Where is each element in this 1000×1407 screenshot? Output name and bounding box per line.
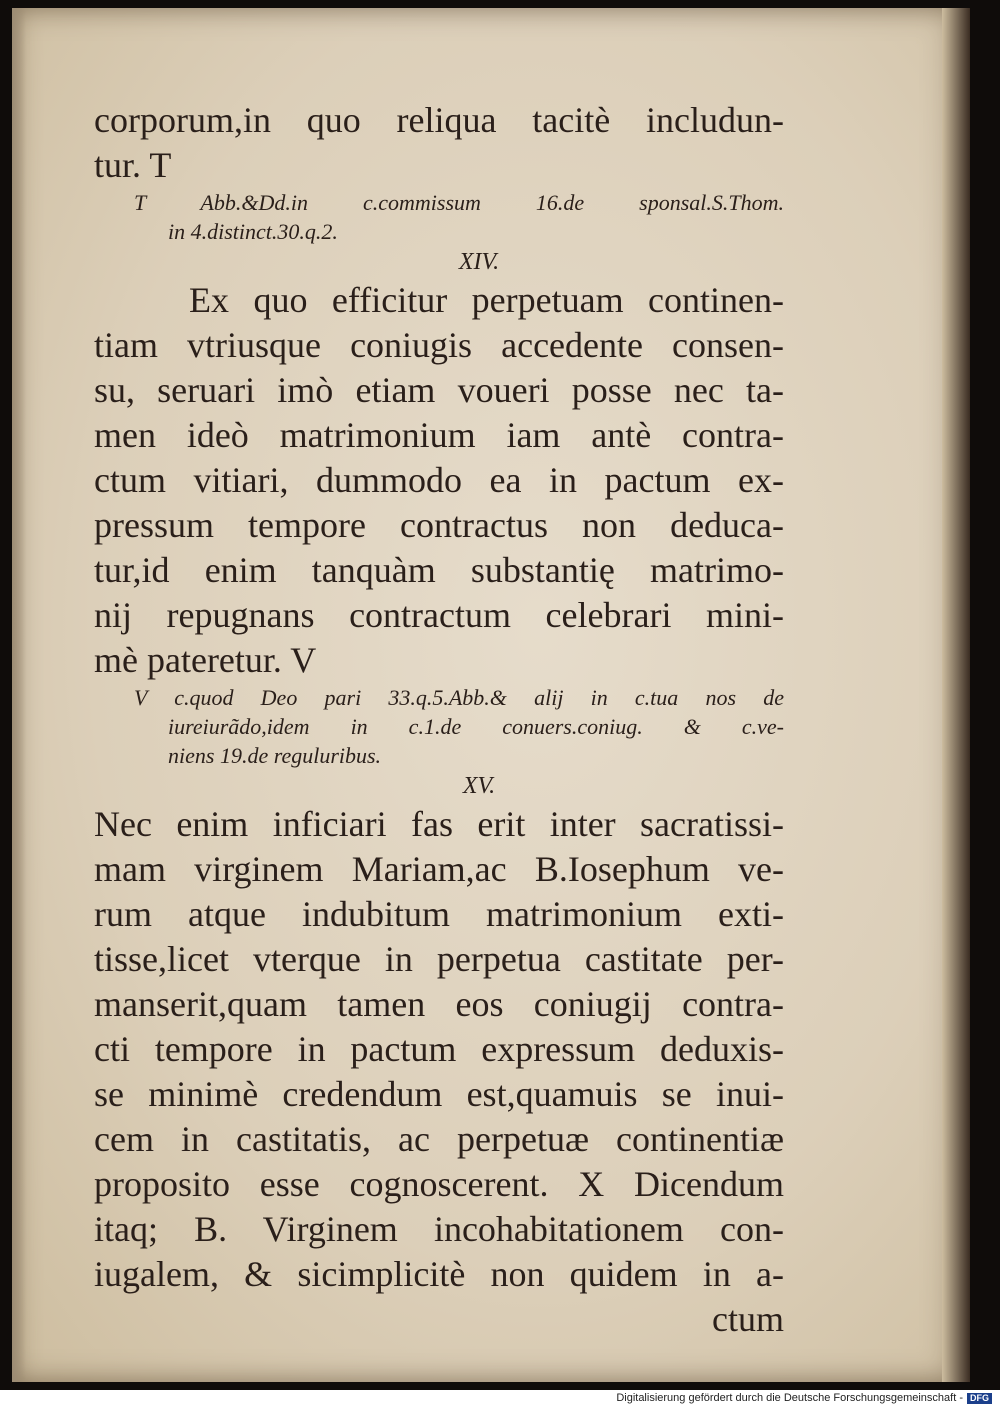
footer-credit-text: Digitalisierung gefördert durch die Deutsche Forschungsgemeinschaft - bbox=[616, 1392, 963, 1404]
text-line: tiam vtriusque coniugis accedente consen- bbox=[94, 325, 784, 365]
text-line: Nec enim inficiari fas erit inter sacratissi- bbox=[94, 804, 784, 844]
text-line: pressum tempore contractus non deduca- bbox=[94, 505, 784, 545]
marginal-note-line: V c.quod Deo pari 33.q.5.Abb.& alij in c.tua nos de bbox=[134, 685, 784, 710]
marginal-note-line: in 4.distinct.30.q.2. bbox=[168, 219, 338, 244]
page-left-edge bbox=[12, 8, 26, 1382]
page-text bbox=[94, 98, 784, 1342]
text-line: se minimè credendum est,quamuis se inui- bbox=[94, 1074, 784, 1114]
section-heading-xv: XV. bbox=[462, 773, 496, 799]
text-line: cti tempore in pactum expressum deduxis- bbox=[94, 1029, 784, 1069]
text-line: Ex quo efficitur perpetuam continen- bbox=[189, 280, 784, 320]
text-line: cem in castitatis, ac perpetuæ continentiæ bbox=[94, 1119, 784, 1159]
page-spine-shadow bbox=[942, 8, 970, 1382]
marginal-note-line: niens 19.de reguluribus. bbox=[168, 743, 382, 768]
dfg-logo: DFG bbox=[967, 1393, 992, 1404]
text-line: mam virginem Mariam,ac B.Iosephum ve- bbox=[94, 849, 784, 889]
digitization-footer bbox=[0, 1390, 1000, 1407]
text-line: su, seruari imò etiam voueri posse nec ta- bbox=[94, 370, 784, 410]
section-heading-xiv: XIV. bbox=[458, 249, 500, 275]
text-line: proposito esse cognoscerent. X Dicendum bbox=[94, 1164, 784, 1204]
text-line: tur,id enim tanquàm substantię matrimo- bbox=[94, 550, 784, 590]
marginal-note-line: T Abb.&Dd.in c.commissum 16.de sponsal.S.Thom. bbox=[134, 190, 784, 215]
text-line: itaq; B. Virginem incohabitationem con- bbox=[94, 1209, 784, 1249]
text-line: men ideò matrimonium iam antè contra- bbox=[94, 415, 784, 455]
text-line: nij repugnans contractum celebrari mini- bbox=[94, 595, 784, 635]
text-line: corporum,in quo reliqua tacitè includun- bbox=[94, 100, 784, 140]
text-line: rum atque indubitum matrimonium exti- bbox=[94, 894, 784, 934]
text-line: ctum vitiari, dummodo ea in pactum ex- bbox=[94, 460, 784, 500]
catchword: ctum bbox=[712, 1299, 784, 1339]
marginal-note-line: iureiurãdo,idem in c.1.de conuers.coniug. & c.ve- bbox=[168, 714, 784, 739]
text-line: manserit,quam tamen eos coniugij contra- bbox=[94, 984, 784, 1024]
book-page bbox=[12, 8, 970, 1382]
text-line: iugalem, & sicimplicitè non quidem in a- bbox=[94, 1254, 784, 1294]
text-line: tur. T bbox=[94, 145, 172, 185]
text-line: mè pateretur. V bbox=[94, 640, 317, 680]
text-line: tisse,licet vterque in perpetua castitate per- bbox=[94, 939, 784, 979]
